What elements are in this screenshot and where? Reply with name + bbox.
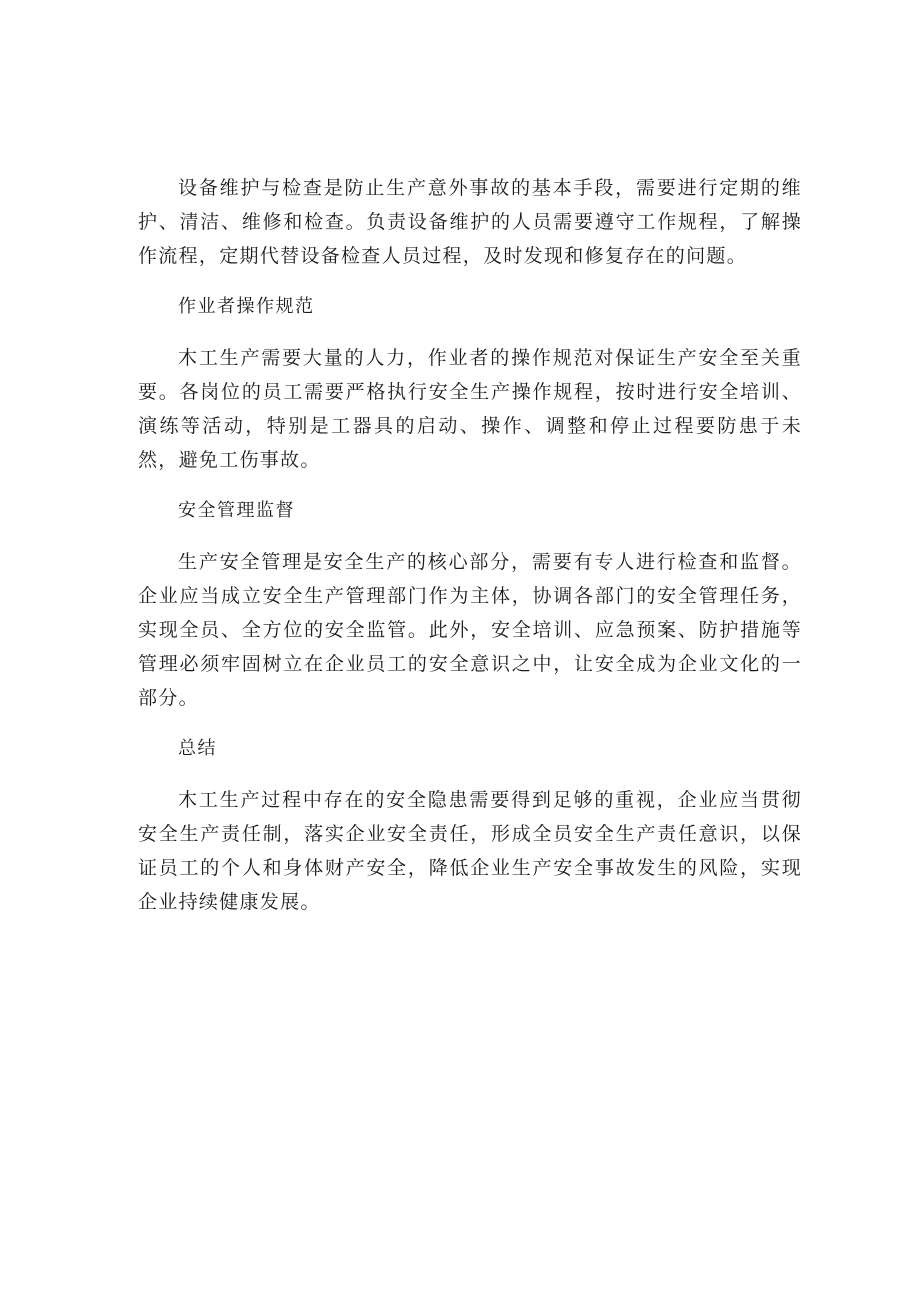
heading-summary: 总结 — [178, 738, 217, 759]
paragraph-equipment-maintenance: 设备维护与检查是防止生产意外事故的基本手段，需要进行定期的维护、清洁、维修和检查。负责设备维护的人员需要遵守工作规程，了解操作流程，定期代替设备检查人员过程，及时发现和修复存在的问题。 — [138, 177, 802, 267]
paragraph-summary: 木工生产过程中存在的安全隐患需要得到足够的重视，企业应当贯彻安全生产责任制，落实企业安全责任，形成全员安全生产责任意识，以保证员工的个人和身体财产安全，降低企业生产安全事故发生的风险，实现企业持续健康发展。 — [138, 789, 802, 913]
paragraph-operator-standards: 木工生产需要大量的人力，作业者的操作规范对保证生产安全至关重要。各岗位的员工需要严格执行安全生产操作规程，按时进行安全培训、演练等活动，特别是工器具的启动、操作、调整和停止过程要防患于未然，避免工伤事故。 — [138, 347, 802, 471]
heading-safety-supervision: 安全管理监督 — [178, 500, 295, 521]
document-body — [138, 171, 802, 936]
heading-operator-standards: 作业者操作规范 — [178, 296, 315, 317]
paragraph-safety-supervision: 生产安全管理是安全生产的核心部分，需要有专人进行检查和监督。企业应当成立安全生产管理部门作为主体，协调各部门的安全管理任务，实现全员、全方位的安全监管。此外，安全培训、应急预案、防护措施等管理必须牢固树立在企业员工的安全意识之中，让安全成为企业文化的一部分。 — [138, 551, 802, 709]
